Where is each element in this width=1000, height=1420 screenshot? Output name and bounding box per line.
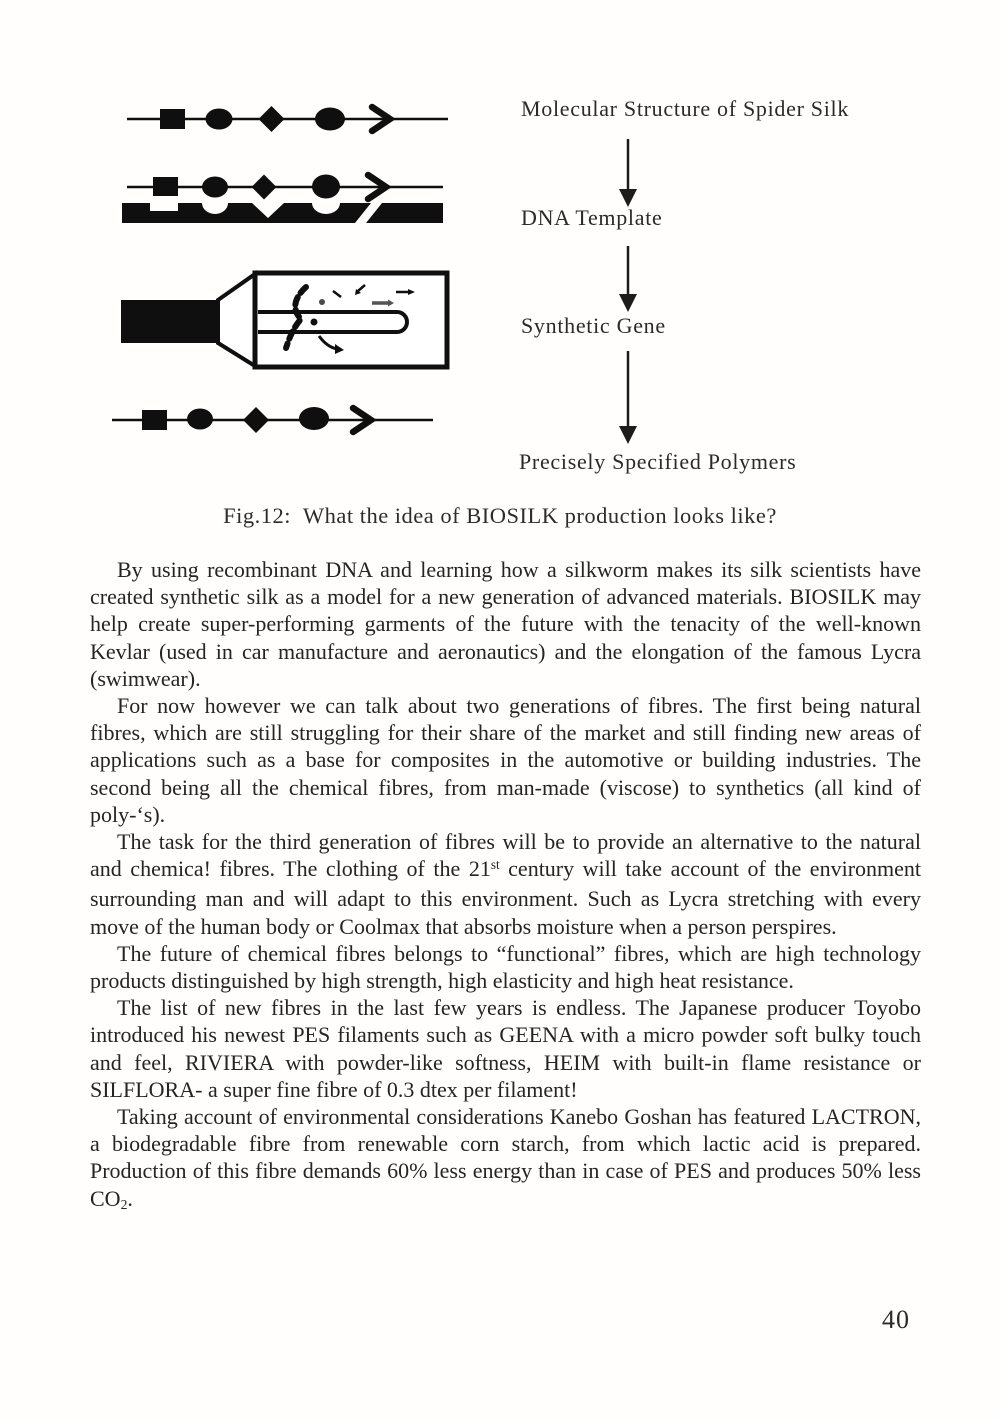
dna-template-icon [122,175,443,224]
body-paragraph [90,692,921,828]
body-paragraph [90,828,921,940]
paragraph-text: Taking account of environmental considerations Kanebo Goshan has featured LACTRON, a biodegradable fibre from renewable corn starch, from which lactic acid is prepared. Production of this fibre demands 60% less energy than in case of PES and produces 50% less CO [90,1104,921,1211]
biosilk-process-diagram [100,85,460,445]
synthetic-gene-vial-icon [121,273,447,367]
page-number: 40 [882,1305,910,1334]
paragraph-text: The list of new fibres in the last few years is endless. The Japanese producer Toyobo introduced his newest PES filaments such as GEENA with a micro powder soft bulky touch and feel, RIVIERA with powder-like softness, HEIM with built-in flame resistance or SILFLORA- a super fine fibre of 0.3 dtex per filament! [90,995,921,1102]
paragraph-text: . [127,1185,133,1211]
polymer-chain-icon [112,407,433,433]
paragraph-text: For now however we can talk about two generations of fibres. The first being natural fibres, which are still struggling for their share of the market and still finding new areas of applications such as a base for composites in the automotive or building industries. The second being all the chemical fibres, from man-made (viscose) to synthetics (all kind of poly-‘s). [90,693,921,827]
body-paragraph [90,1103,921,1215]
superscript-ordinal: st [490,856,500,872]
molecular-chain-icon [127,106,448,132]
paragraph-text: By using recombinant DNA and learning how a silkworm makes its silk scientists have created synthetic silk as a model for a new generation of advanced materials. BIOSILK may help create super-performing garments of the future with the tenacity of the well-known Kevlar (used in car manufacture and aeronautics) and the elongation of the famous Lycra (swimwear). [90,557,921,691]
paragraph-text: century will take account of the environment surrounding man and will adapt to this environment. Such as Lycra stretching with every move of the human body or Coolmax that absorbs moisture when a person perspires. [90,856,922,939]
flow-step-dna-template: DNA Template [521,205,663,230]
arrow-down-icon [615,139,641,207]
body-text [90,556,921,1215]
paragraph-text: The future of chemical fibres belongs to “functional” fibres, which are high technology products distinguished by high strength, high elasticity and high heat resistance. [90,940,921,994]
body-paragraph [90,556,921,692]
flow-step-synthetic-gene: Synthetic Gene [521,313,666,338]
body-paragraph [90,994,921,1103]
arrow-down-icon [615,351,641,444]
arrow-down-icon [615,246,641,312]
body-paragraph [90,940,921,994]
paragraph-text: The task for the third generation of fibres will be to provide an alternative to the natural and chemica! fibres. The clothing of the 21 [90,829,921,882]
subscript-co2: 2 [120,1197,128,1213]
flow-step-precisely-specified-polymers: Precisely Specified Polymers [519,449,797,474]
figure-caption: Fig.12: What the idea of BIOSILK production looks like? [223,503,777,528]
flow-step-molecular-structure: Molecular Structure of Spider Silk [521,96,850,121]
